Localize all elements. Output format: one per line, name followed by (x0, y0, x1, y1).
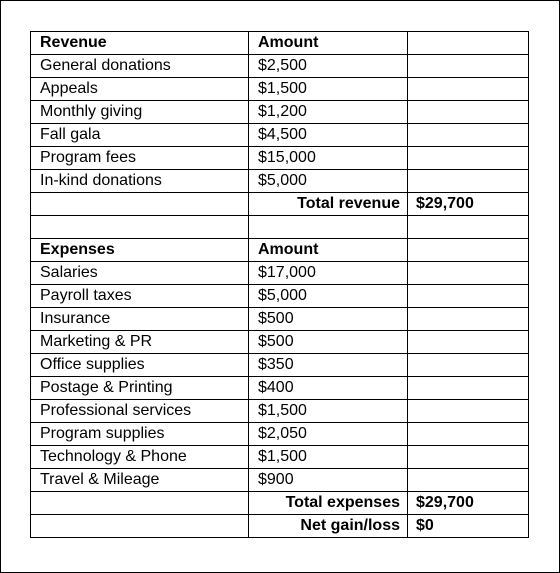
total-expenses-label: Total expenses (249, 492, 408, 515)
expense-item-amount: $17,000 (249, 262, 408, 285)
table-row (31, 308, 529, 331)
expense-item-label: Program supplies (31, 423, 249, 446)
empty-cell (408, 469, 529, 492)
revenue-item-amount: $5,000 (249, 170, 408, 193)
expense-item-amount: $400 (249, 377, 408, 400)
empty-cell (408, 124, 529, 147)
table-row (31, 469, 529, 492)
total-revenue-label: Total revenue (249, 193, 408, 216)
table-row (31, 78, 529, 101)
budget-table (30, 31, 529, 538)
revenue-item-amount: $1,200 (249, 101, 408, 124)
empty-cell (408, 354, 529, 377)
empty-cell (408, 32, 529, 55)
empty-cell (31, 216, 249, 239)
empty-cell (249, 216, 408, 239)
expenses-amount-heading: Amount (249, 239, 408, 262)
revenue-item-label: Fall gala (31, 124, 249, 147)
table-row (31, 354, 529, 377)
empty-cell (408, 216, 529, 239)
revenue-item-amount: $15,000 (249, 147, 408, 170)
revenue-item-amount: $2,500 (249, 55, 408, 78)
expense-item-amount: $1,500 (249, 400, 408, 423)
table-row (31, 285, 529, 308)
revenue-amount-heading: Amount (249, 32, 408, 55)
empty-cell (408, 423, 529, 446)
table-row (31, 262, 529, 285)
expense-item-amount: $350 (249, 354, 408, 377)
total-revenue-amount: $29,700 (408, 193, 529, 216)
expense-item-label: Postage & Printing (31, 377, 249, 400)
expense-item-label: Professional services (31, 400, 249, 423)
table-row (31, 124, 529, 147)
empty-cell (408, 400, 529, 423)
revenue-item-label: Monthly giving (31, 101, 249, 124)
revenue-header-row (31, 32, 529, 55)
empty-cell (408, 101, 529, 124)
empty-cell (31, 193, 249, 216)
expense-item-label: Travel & Mileage (31, 469, 249, 492)
expense-item-amount: $1,500 (249, 446, 408, 469)
spacer-row (31, 216, 529, 239)
table-row (31, 446, 529, 469)
empty-cell (408, 55, 529, 78)
empty-cell (408, 147, 529, 170)
expense-item-label: Insurance (31, 308, 249, 331)
table-row (31, 101, 529, 124)
expense-item-amount: $900 (249, 469, 408, 492)
expenses-heading: Expenses (31, 239, 249, 262)
revenue-item-label: Appeals (31, 78, 249, 101)
revenue-item-label: In-kind donations (31, 170, 249, 193)
net-row (31, 515, 529, 538)
empty-cell (408, 331, 529, 354)
net-gain-loss-label: Net gain/loss (249, 515, 408, 538)
table-row (31, 147, 529, 170)
empty-cell (31, 492, 249, 515)
expense-item-amount: $5,000 (249, 285, 408, 308)
expense-item-label: Office supplies (31, 354, 249, 377)
empty-cell (31, 515, 249, 538)
expenses-total-row (31, 492, 529, 515)
revenue-item-amount: $4,500 (249, 124, 408, 147)
empty-cell (408, 285, 529, 308)
total-expenses-amount: $29,700 (408, 492, 529, 515)
empty-cell (408, 308, 529, 331)
empty-cell (408, 262, 529, 285)
revenue-heading: Revenue (31, 32, 249, 55)
revenue-item-label: General donations (31, 55, 249, 78)
revenue-item-label: Program fees (31, 147, 249, 170)
expense-item-amount: $500 (249, 331, 408, 354)
revenue-item-amount: $1,500 (249, 78, 408, 101)
expenses-header-row (31, 239, 529, 262)
expense-item-label: Marketing & PR (31, 331, 249, 354)
expense-item-amount: $500 (249, 308, 408, 331)
empty-cell (408, 239, 529, 262)
table-row (31, 170, 529, 193)
expense-item-amount: $2,050 (249, 423, 408, 446)
expense-item-label: Payroll taxes (31, 285, 249, 308)
table-row (31, 400, 529, 423)
net-gain-loss-amount: $0 (408, 515, 529, 538)
expense-item-label: Technology & Phone (31, 446, 249, 469)
table-row (31, 331, 529, 354)
table-row (31, 423, 529, 446)
empty-cell (408, 170, 529, 193)
empty-cell (408, 377, 529, 400)
revenue-total-row (31, 193, 529, 216)
table-row (31, 55, 529, 78)
table-row (31, 377, 529, 400)
empty-cell (408, 446, 529, 469)
expense-item-label: Salaries (31, 262, 249, 285)
empty-cell (408, 78, 529, 101)
